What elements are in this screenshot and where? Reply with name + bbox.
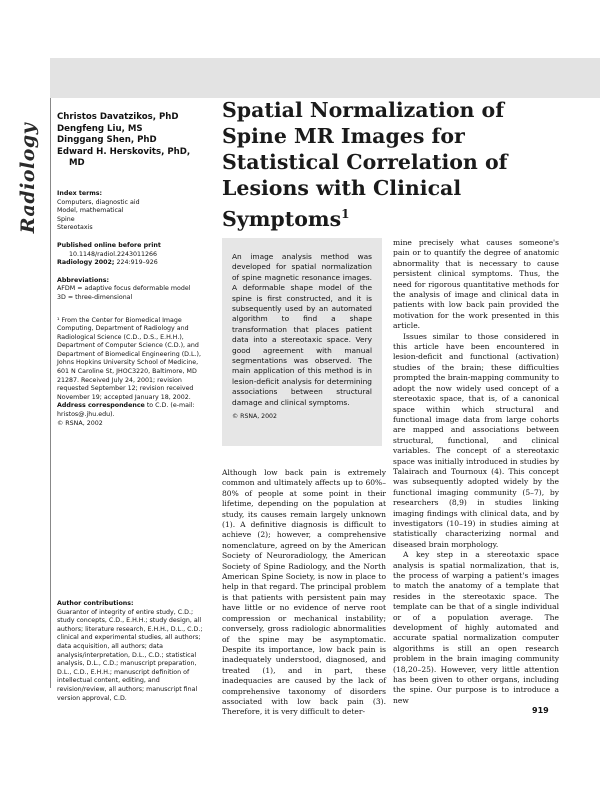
title-footnote-marker: 1 bbox=[341, 207, 350, 221]
online-heading: Published online before print bbox=[57, 241, 161, 249]
body-paragraph: Although low back pain is extremely common and ultimately affects up to 60%–80% of people at some point in their lifetime, depending on the population at study, its causes remain largely unknown (1). A definitive diagnosis is difficult to achieve (2); however, a comprehensive nomenclature, agreed on by the American Society of Neuroradiology, the American Society of Spine Radiology, and the North American Spine Society, is now in place to help in that regard. The principal problem is that patients with persistent pain may have little or no evidence of nerve root compression or mechanical instability; conversely, gross radiologic abnormalities of the spine may be asymptomatic. Despite its importance, low back pain is inadequately understood, diagnosed, and treated (1), and in part, these inadequacies are caused by the lack of comprehensive taxonomy of disorders associated with low back pain (3). Therefore, it is very difficult to deter- bbox=[222, 468, 386, 717]
doi: 10.1148/radiol.2243011266 bbox=[69, 250, 158, 258]
abstract-text: An image analysis method was developed for spatial normalization of spine magnetic resonance images. A deformable shape model of the spine is first constructed, and it is subsequently used by an automated algorithm to find a shape transformation that places patient data into a stereotaxic space. Very good agreement with manual segmentations was observed. The main application of this method is in lesion-deficit analysis for determining associations between structural damage and clinical symptoms. bbox=[232, 252, 372, 407]
title-line: Spatial Normalization of bbox=[222, 98, 505, 122]
margin-divider bbox=[50, 98, 51, 688]
body-paragraph: Issues similar to those considered in this article have been encountered in lesion-deficit and functional (activation) studies of the brain; these difficulties prompted the brain-mapping community to adopt the now widely used concept of a stereotaxic space, that is, of a canonical space within which structural and functional image data from large cohorts are mapped and associations between structural, functional, and clinical variables. The concept of a stereotaxic space was initially introduced in studies by Talairach and Tournoux (4). This concept was subsequently adopted widely by the functional imaging community (5–7), by researchers (8,9) in studies linking imaging findings with clinical data, and by investigators (10–19) in studies aiming at statistically characterizing normal and diseased brain morphology. bbox=[393, 331, 559, 549]
author-name: Edward H. Herskovits, PhD, bbox=[57, 146, 191, 157]
journal-vertical-title: Radiology bbox=[17, 122, 39, 234]
index-term: Stereotaxis bbox=[57, 224, 93, 232]
contributions-text: Guarantor of integrity of entire study, C.D.; study concepts, C.D., E.H.H.; study design, all authors; literature research, E.H.H., D.L., C.D.; clinical and experimental studies, all authors; data acquisition, all authors; data analysis/interpretation, D.L., C.D.; statistical analysis, D.L., C.D.; manuscript preparation, D.L., C.D., E.H.H.; manuscript definition of intellectual content, editing, and revision/review, all authors; manuscript final version approval, C.D. bbox=[57, 608, 203, 702]
title-line: Symptoms$^1$ bbox=[222, 206, 350, 231]
author-name: Dengfeng Liu, MS bbox=[57, 123, 143, 134]
abstract-box bbox=[222, 238, 382, 446]
index-term: Computers, diagnostic aid bbox=[57, 198, 140, 206]
index-term: Spine bbox=[57, 215, 75, 223]
header-band bbox=[50, 58, 600, 98]
abbreviation-item: 3D = three-dimensional bbox=[57, 293, 133, 301]
abstract-copyright: © RSNA, 2002 bbox=[232, 413, 277, 421]
title-line: Spine MR Images for bbox=[222, 124, 465, 148]
author-name: MD bbox=[69, 158, 85, 169]
index-term: Model, mathematical bbox=[57, 207, 124, 215]
page-number: 919 bbox=[532, 706, 549, 715]
author-name: Christos Davatzikos, PhD bbox=[57, 112, 179, 122]
affiliation-text: ¹ From the Center for Biomedical Image Computing, Department of Radiology and Radiological Science (C.D., D.S., E.H.H.), Department of Computer Science (C.D.), and Department of Biomedical Engineering (D.L.), Johns Hopkins University School of Medicine, 601 N Caroline St, JHOC3220, Baltimore, MD 21287. Received July 24, 2001; revision requested September 12; revision received November 19; accepted January 18, 2002. Address correspondence to C.D. (e-mail: hristos@.jhu.edu). bbox=[57, 316, 201, 419]
article-title bbox=[222, 97, 592, 232]
title-line: Lesions with Clinical bbox=[222, 176, 462, 200]
publication-info bbox=[57, 242, 202, 268]
body-paragraph: mine precisely what causes someone's pain or to quantify the degree of anatomic abnormality that is necessary to cause persistent clinical symptoms. Thus, the need for rigorous quantitative methods for the analysis of image and clinical data in patients with low back pain provided the motivation for the work presented in this article. bbox=[393, 238, 559, 331]
author-contributions bbox=[57, 600, 204, 703]
body-column-middle bbox=[222, 468, 386, 718]
abbreviations-heading: Abbreviations: bbox=[57, 276, 110, 284]
title-line: Statistical Correlation of bbox=[222, 150, 508, 174]
index-terms-heading: Index terms: bbox=[57, 189, 103, 197]
author-list bbox=[57, 112, 202, 170]
abbreviation-item: AFDM = adaptive focus deformable model bbox=[57, 285, 191, 293]
body-column-right bbox=[393, 238, 559, 706]
contributions-heading: Author contributions: bbox=[57, 600, 134, 607]
citation: Radiology 2002; 224:919–926 bbox=[57, 259, 158, 267]
left-sidebar bbox=[57, 112, 202, 428]
affiliation-copyright: © RSNA, 2002 bbox=[57, 419, 103, 427]
affiliation bbox=[57, 317, 202, 429]
abbreviations bbox=[57, 277, 202, 303]
body-paragraph: A key step in a stereotaxic space analysis is spatial normalization, that is, the process of warping a patient's images to match the anatomy of a template that resides in the stereotaxic space. The template can be that of a single individual or of a population average. The development of highly automated and accurate spatial normalization computer algorithms is still an open research problem in the brain imaging community (18,20–25). However, very little attention has been given to other organs, including the spine. Our purpose is to introduce a new bbox=[393, 550, 559, 705]
author-name: Dinggang Shen, PhD bbox=[57, 135, 157, 146]
index-terms bbox=[57, 190, 202, 233]
